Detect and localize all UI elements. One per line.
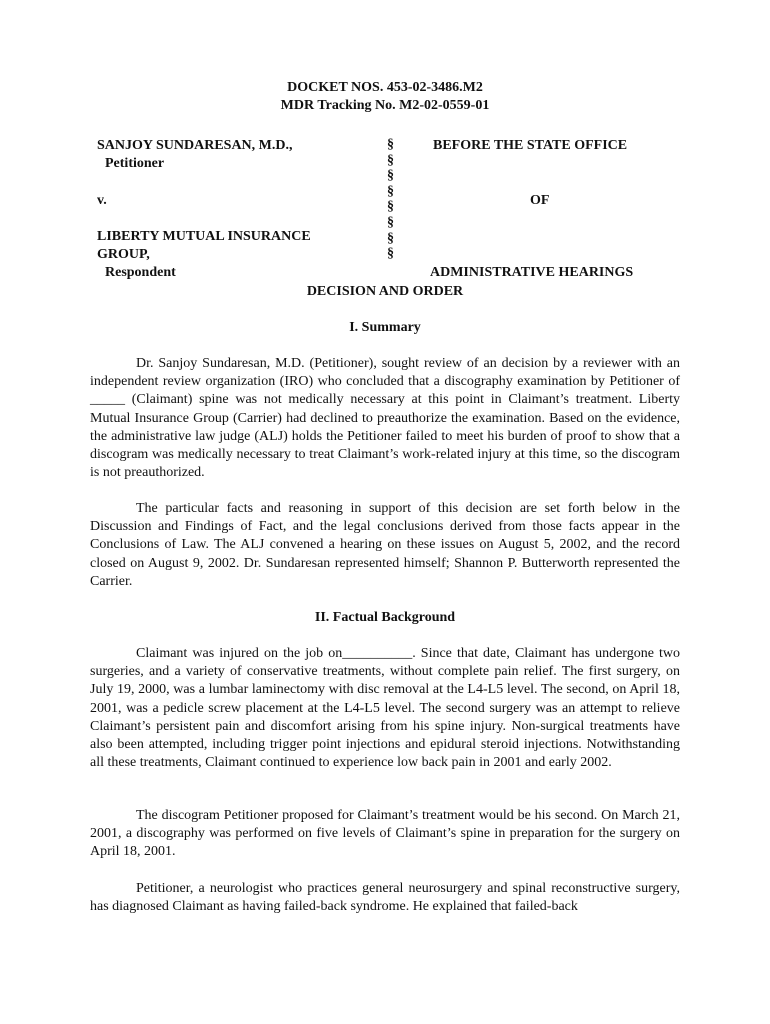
petitioner-role: Petitioner bbox=[105, 156, 165, 171]
section-symbol: § bbox=[387, 246, 394, 262]
versus: v. bbox=[97, 193, 107, 208]
section-symbol: § bbox=[387, 168, 394, 184]
tracking-number: MDR Tracking No. M2-02-0559-01 bbox=[280, 98, 490, 113]
court-line2: OF bbox=[530, 193, 550, 208]
background-paragraph-2: The discogram Petitioner proposed for Claimant’s treatment would be his second. On March 21, 2001, a discography was performed on five levels of Claimant’s spine in preparation for the surgery on April 18, 2001. bbox=[90, 808, 680, 860]
section-symbol: § bbox=[387, 152, 394, 168]
court-line1: BEFORE THE STATE OFFICE bbox=[433, 138, 628, 153]
section-symbol: § bbox=[387, 230, 394, 246]
background-paragraph-3: Petitioner, a neurologist who practices general neurosurgery and spinal reconstructive surgery, has diagnosed Claimant as having failed-back syndrome. He explained that failed-back bbox=[90, 881, 680, 915]
respondent-name-line2: GROUP, bbox=[97, 247, 150, 262]
docket-number: DOCKET NOS. 453-02-3486.M2 bbox=[287, 80, 483, 95]
document-title: DECISION AND ORDER bbox=[306, 284, 464, 299]
summary-heading: I. Summary bbox=[349, 320, 421, 335]
section-symbol: § bbox=[387, 199, 394, 215]
petitioner-name: SANJOY SUNDARESAN, M.D., bbox=[97, 138, 293, 153]
section-symbol: § bbox=[387, 183, 394, 199]
summary-paragraph-2: The particular facts and reasoning in support of this decision are set forth below in the Discussion and Findings of Fact, and the legal conclusions derived from those facts appear in the Conclusions of Law. The ALJ convened a hearing on these issues on August 5, 2002, and the record closed on August 9, 2002. Dr. Sundaresan represented himself; Shannon P. Butterworth represented the Carrier. bbox=[90, 501, 680, 589]
respondent-name-line1: LIBERTY MUTUAL INSURANCE bbox=[97, 229, 311, 244]
section-symbol: § bbox=[387, 137, 394, 152]
section-symbol-column bbox=[387, 137, 394, 262]
respondent-role: Respondent bbox=[105, 265, 176, 280]
background-heading: II. Factual Background bbox=[314, 610, 456, 625]
summary-paragraph-1: Dr. Sanjoy Sundaresan, M.D. (Petitioner), sought review of an decision by a reviewer with an independent review organization (IRO) who concluded that a discography examination by Petitioner of _____ (Claimant) spine was not medically necessary at this point in Claimant’s treatment. Liberty Mutual Insurance Group (Carrier) had declined to preauthorize the examination. Based on the evidence, the administrative law judge (ALJ) holds the Petitioner failed to meet his burden of proof to show that a discogram was medically necessary to treat Claimant’s work-related injury at this time, so the discogram is not preauthorized. bbox=[90, 356, 680, 481]
section-symbol: § bbox=[387, 214, 394, 230]
background-paragraph-1: Claimant was injured on the job on__________. Since that date, Claimant has undergone two surgeries, and a variety of conservative treatments, without complete pain relief. The first surgery, on July 19, 2000, was a lumbar laminectomy with disc removal at the L4-L5 level. The second, on April 18, 2001, was a pedicle screw placement at the L4-L5 level. The second surgery was an attempt to relieve Claimant’s persistent pain and discomfort arising from his spine injury. Non-surgical treatments have also been attempted, including trigger point injections and epidural steroid injections. Notwithstanding all these treatments, Claimant continued to experience low back pain in 2001 and early 2002. bbox=[90, 646, 680, 771]
court-line3: ADMINISTRATIVE HEARINGS bbox=[430, 265, 634, 280]
